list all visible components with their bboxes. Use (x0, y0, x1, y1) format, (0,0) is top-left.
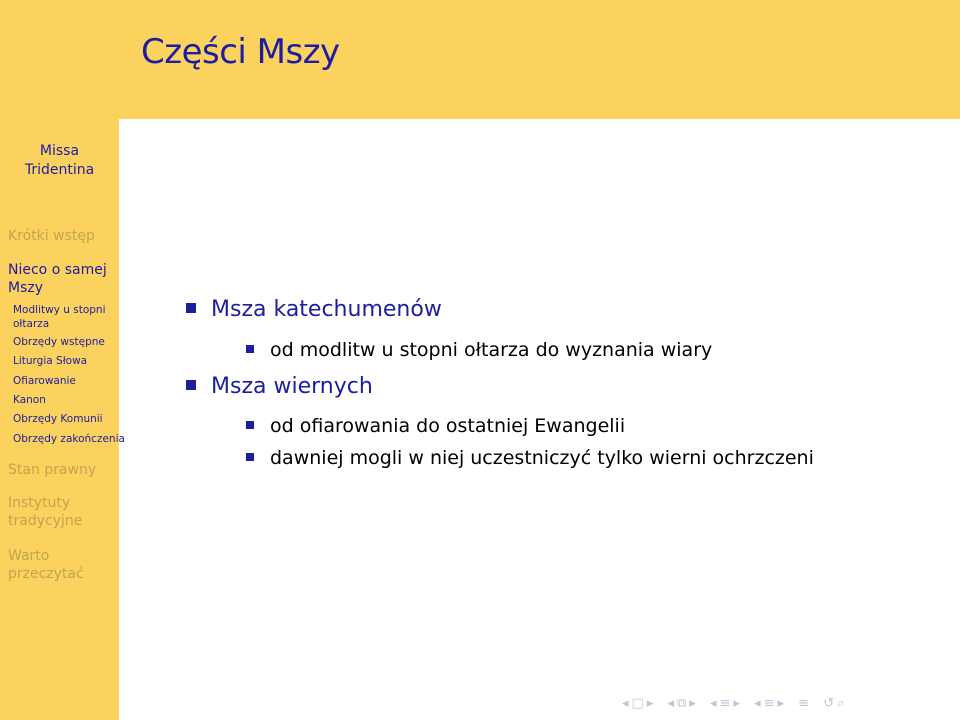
section-label: przeczytać (8, 566, 84, 582)
sidebar-section-stan-prawny[interactable] (8, 461, 120, 479)
section-label: Instytuty (8, 495, 71, 511)
nav-document-icon[interactable]: ≡ (798, 696, 813, 711)
square-bullet-icon (186, 380, 196, 390)
list-subitem-text: dawniej mogli w niej uczestniczyć tylko wierni ochrzczeni (270, 447, 814, 469)
subsection-label: Liturgia Słowa (13, 355, 88, 367)
square-bullet-icon (246, 421, 254, 429)
subsection-label: Modlitwy u stopni (13, 304, 106, 316)
nav-first-icon[interactable]: ◂□▸ (622, 696, 657, 711)
sidebar-section-warto-przeczytac[interactable] (8, 547, 120, 583)
nav-section-icon[interactable]: ◂≡▸ (754, 696, 788, 711)
deck-title-line1: Missa (39, 143, 80, 159)
nav-search-icon[interactable]: ↺⌕ (823, 696, 848, 711)
sidebar-subsection-ofiarowanie[interactable] (13, 374, 125, 388)
list-subitem (246, 415, 625, 437)
square-bullet-icon (246, 345, 254, 353)
section-label: tradycyjne (8, 513, 83, 529)
list-item (186, 374, 373, 399)
section-label: Warto (8, 548, 50, 564)
beamer-navigation-bar (622, 696, 851, 711)
subsection-label: ołtarza (13, 318, 50, 330)
subsection-label: Obrzędy wstępne (13, 336, 105, 348)
sidebar-section-krotki-wstep[interactable] (8, 227, 120, 245)
list-item-text: Msza katechumenów (211, 297, 442, 322)
subsection-label: Obrzędy zakończenia (13, 433, 125, 445)
nav-frame-icon[interactable]: ◂⧉▸ (667, 696, 699, 711)
section-label: Nieco o samej (8, 262, 107, 278)
sidebar-subsection-obrzedy-wstepne[interactable] (13, 335, 125, 349)
list-item (186, 297, 442, 322)
subsection-label: Kanon (13, 394, 46, 406)
sidebar-subsection-liturgia-slowa[interactable] (13, 354, 125, 368)
sidebar (0, 0, 125, 720)
sidebar-subsection-obrzedy-zakonczenia[interactable] (13, 432, 125, 446)
section-label: Mszy (8, 280, 44, 296)
list-subitem-text: od ofiarowania do ostatniej Ewangelii (270, 415, 626, 437)
section-label: Krótki wstęp (8, 228, 95, 244)
list-subitem-text: od modlitw u stopni ołtarza do wyznania wiary (270, 339, 713, 361)
section-label: Stan prawny (8, 462, 97, 478)
square-bullet-icon (246, 453, 254, 461)
subsection-label: Obrzędy Komunii (13, 413, 103, 425)
frame-title-bar (119, 0, 960, 119)
list-subitem (246, 447, 814, 469)
sidebar-subsection-kanon[interactable] (13, 393, 125, 407)
deck-title[interactable] (0, 142, 119, 180)
sidebar-subsection-modlitwy[interactable] (13, 303, 125, 331)
subsection-label: Ofiarowanie (13, 375, 76, 387)
list-subitem (246, 339, 712, 361)
nav-subsection-icon[interactable]: ◂≡▸ (709, 696, 743, 711)
sidebar-subsection-obrzedy-komunii[interactable] (13, 412, 125, 426)
frame-title: Części Mszy (141, 32, 340, 72)
list-item-text: Msza wiernych (211, 374, 373, 399)
square-bullet-icon (186, 303, 196, 313)
sidebar-section-nieco-o-samej-mszy[interactable] (8, 261, 120, 297)
deck-title-line2: Tridentina (24, 162, 95, 178)
sidebar-section-instytuty-tradycyjne[interactable] (8, 494, 120, 530)
